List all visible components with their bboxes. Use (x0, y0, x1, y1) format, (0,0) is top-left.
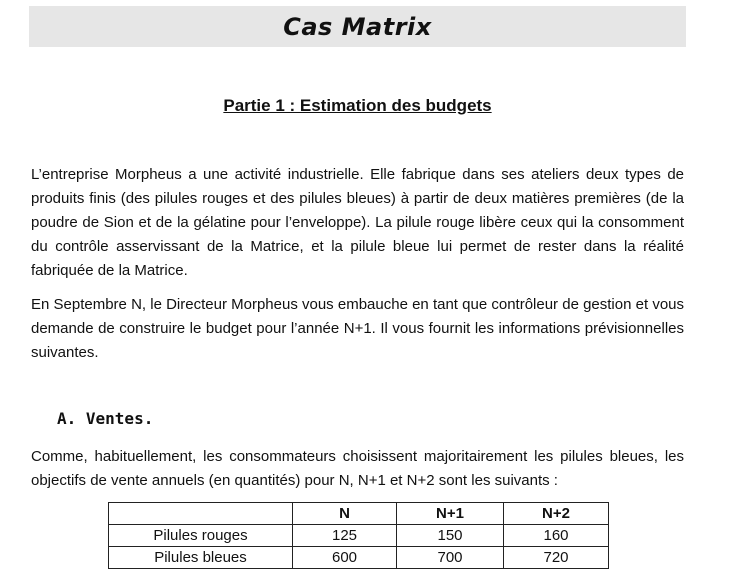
table-cell: 600 (293, 547, 397, 569)
section-a-text: Comme, habituellement, les consommateurs choisissent majoritairement les pilules bleues, les objectifs de vente annuels (en quantités) pour N, N+1 et N+2 sont les suivants : (31, 448, 684, 489)
paragraph-context: En Septembre N, le Directeur Morpheus vous embauche en tant que contrôleur de gestion et vous demande de construire le budget pour l’année N+1. Il vous fournit les informations prévisionnelles suivantes. (31, 296, 684, 361)
sales-table (108, 502, 609, 569)
table-header-cell: N+1 (397, 503, 504, 525)
document-title: Cas Matrix (283, 12, 432, 41)
table-header-cell (109, 503, 293, 525)
part-title: Partie 1 : Estimation des budgets (223, 96, 492, 115)
table-header-cell: N+2 (504, 503, 609, 525)
table-row (109, 525, 609, 547)
table-cell: 150 (397, 525, 504, 547)
table-cell: Pilules bleues (109, 547, 293, 569)
paragraph-intro: L’entreprise Morpheus a une activité industrielle. Elle fabrique dans ses ateliers deux types de produits finis (des pilules rouges et des pilules bleues) à partir de deux matières premières (de la poudre de Sion et de la gélatine pour l’enveloppe). La pilule rouge libère ceux qui la consomment du contrôle asservissant de la Matrice, et la pilule bleue lui permet de rester dans la réalité fabriquée de la Matrice. (31, 166, 684, 279)
table-cell: Pilules rouges (109, 525, 293, 547)
table-cell: 125 (293, 525, 397, 547)
table-cell: 700 (397, 547, 504, 569)
section-a-title: A. Ventes. (57, 409, 154, 428)
table-cell: 160 (504, 525, 609, 547)
table-cell: 720 (504, 547, 609, 569)
table-row (109, 547, 609, 569)
table-header-row (109, 503, 609, 525)
table-header-cell: N (293, 503, 397, 525)
title-bar (29, 6, 686, 47)
